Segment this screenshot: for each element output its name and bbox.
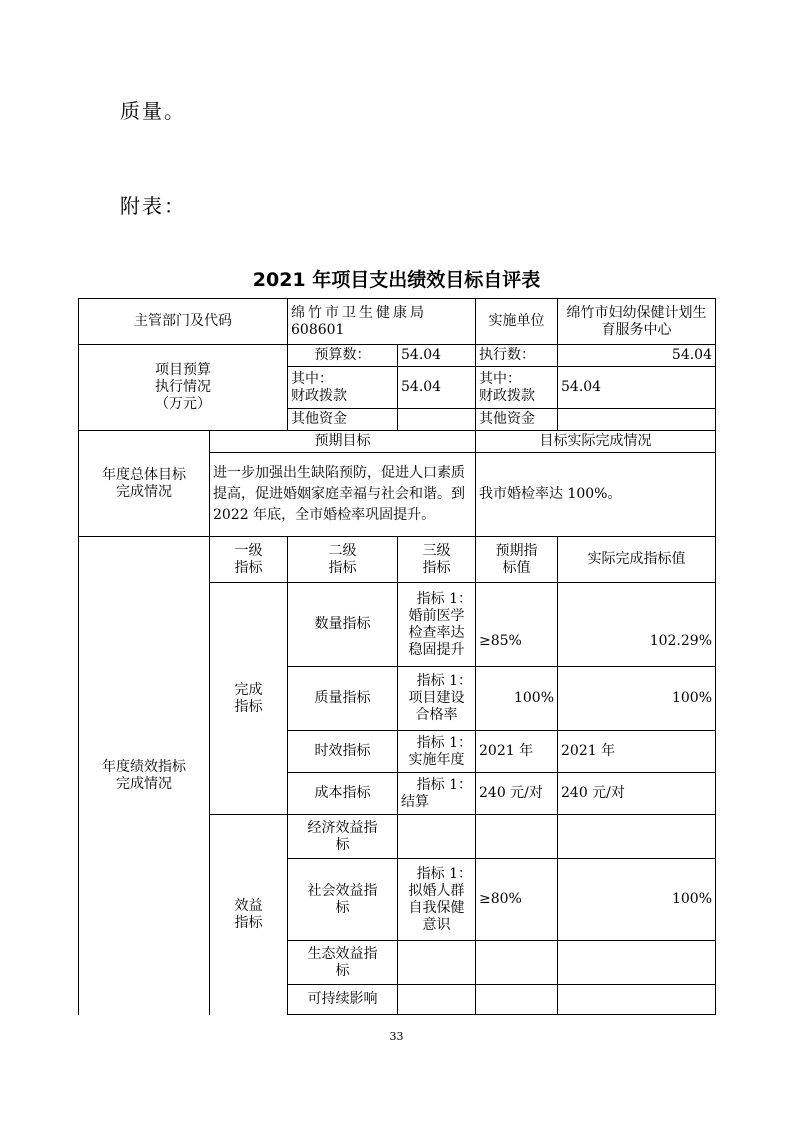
indicator-expected [476, 815, 558, 859]
perf-label-cell [79, 537, 210, 1015]
level3-line: 合格率 [415, 707, 458, 723]
expected-goal-text: 进一步加强出生缺陷预防，促进人口素质提高，促进婚姻家庭幸福与社会和谐。到 2022 年底，全市婚检率巩固提升。 [210, 453, 476, 537]
indicator-expected: ≥80% [476, 859, 558, 941]
indicator-level2: 生态效益指标 [288, 941, 398, 985]
dept-code: 608601 [291, 321, 345, 338]
indicator-level2: 数量指标 [288, 583, 398, 667]
impl-label: 实施单位 [476, 299, 558, 345]
indicator-level2: 质量指标 [288, 667, 398, 731]
fiscal-exec-label-cell [476, 367, 558, 409]
of-which-label-2: 其中： [479, 370, 521, 387]
impl-name: 绵竹市妇幼保健计划生育服务中心 [558, 299, 716, 345]
dept-label: 主管部门及代码 [79, 299, 288, 345]
other-funds-budget [398, 409, 476, 431]
annual-goal-label-1: 年度总体目标 [102, 466, 186, 483]
complete-label-cell [210, 583, 288, 815]
benefit-label-b: 指标 [234, 914, 263, 931]
level3-line: 稳固提升 [408, 641, 465, 658]
indicator-level3 [398, 941, 476, 985]
indicator-expected: 240 元/对 [476, 773, 558, 815]
indicator-actual [558, 815, 716, 859]
indicator-level2: 时效指标 [288, 731, 398, 773]
indicator-level3 [398, 985, 476, 1015]
budget-num-label: 预算数： [288, 345, 398, 367]
of-which-label: 其中： [291, 370, 333, 387]
dept-name-cell [288, 299, 476, 345]
annual-goal-label-2: 完成情况 [116, 483, 172, 500]
level3-line: 检查率达 [408, 624, 465, 641]
benefit-label-cell [210, 815, 288, 1015]
budget-label-3: （万元） [155, 396, 211, 412]
hdr-level1 [210, 537, 288, 583]
indicator-expected: 2021 年 [476, 731, 558, 773]
budget-num: 54.04 [398, 345, 476, 367]
indicator-expected [476, 941, 558, 985]
level3-line: 自我保健 [408, 899, 465, 916]
budget-label-cell [79, 345, 288, 431]
indicator-actual: 100% [558, 667, 716, 731]
level3-line: 指标 1： [416, 776, 472, 793]
indicator-actual [558, 985, 716, 1015]
level3-line: 拟婚人群 [408, 882, 465, 899]
indicator-level3 [398, 773, 476, 815]
complete-label-a: 完成 [234, 681, 263, 698]
indicator-level2: 经济效益指标 [288, 815, 398, 859]
other-funds-label-2: 其他资金 [476, 409, 558, 431]
appendix-label: 附表： [120, 194, 186, 218]
benefit-label-a: 效益 [234, 897, 263, 914]
hdr-level3-b: 指标 [422, 559, 451, 576]
expected-goal-header: 预期目标 [210, 431, 476, 453]
level3-line: 项目建设 [408, 690, 465, 706]
exec-num-label: 执行数： [476, 345, 558, 367]
indicator-actual: 100% [558, 859, 716, 941]
perf-label-2: 完成情况 [116, 775, 172, 792]
level3-line: 指标 1： [416, 734, 472, 751]
indicator-level3 [398, 859, 476, 941]
actual-goal-header: 目标实际完成情况 [476, 431, 716, 453]
indicator-actual: 102.29% [558, 583, 716, 667]
other-funds-label: 其他资金 [288, 409, 398, 431]
level3-line: 婚前医学 [408, 607, 465, 624]
indicator-level3 [398, 815, 476, 859]
indicator-level3 [398, 731, 476, 773]
indicator-expected: ≥85% [476, 583, 558, 667]
fiscal-label: 财政拨款 [291, 387, 347, 404]
body-text-line: 质量。 [120, 99, 186, 123]
level3-line: 指标 1： [416, 673, 472, 689]
hdr-expected [476, 537, 558, 583]
fiscal-budget-label-cell [288, 367, 398, 409]
hdr-level2-b: 指标 [328, 559, 357, 576]
other-funds-exec [558, 409, 716, 431]
hdr-expected-a: 预期指 [495, 542, 538, 559]
complete-label-b: 指标 [234, 698, 263, 715]
exec-num: 54.04 [558, 345, 716, 367]
indicator-actual [558, 941, 716, 985]
table-title: 2021 年项目支出绩效目标自评表 [252, 269, 541, 291]
indicator-expected: 100% [476, 667, 558, 731]
annual-goal-label-cell [79, 431, 210, 537]
level3-line: 结算 [401, 793, 429, 810]
hdr-expected-b: 标值 [502, 559, 531, 576]
indicator-level3 [398, 583, 476, 667]
hdr-level3-a: 三级 [422, 542, 451, 559]
evaluation-table [78, 298, 716, 1015]
hdr-actual: 实际完成指标值 [558, 537, 716, 583]
hdr-level1-b: 指标 [234, 559, 263, 576]
budget-label-1: 项目预算 [155, 362, 211, 378]
indicator-level2: 成本指标 [288, 773, 398, 815]
level3-line: 实施年度 [408, 751, 465, 768]
hdr-level3 [398, 537, 476, 583]
level3-line: 意识 [422, 916, 451, 933]
level3-line: 指标 1： [416, 865, 472, 882]
level3-line: 指标 1： [416, 590, 472, 607]
perf-label-1: 年度绩效指标 [102, 758, 186, 775]
page-number: 33 [389, 1030, 404, 1043]
fiscal-budget: 54.04 [398, 367, 476, 409]
hdr-level2-a: 二级 [328, 542, 357, 559]
indicator-level2: 社会效益指标 [288, 859, 398, 941]
fiscal-exec: 54.04 [558, 367, 716, 409]
fiscal-label-2: 财政拨款 [479, 387, 535, 404]
actual-goal-text: 我市婚检率达 100%。 [476, 453, 716, 537]
indicator-expected [476, 985, 558, 1015]
indicator-actual: 240 元/对 [558, 773, 716, 815]
hdr-level1-a: 一级 [234, 542, 263, 559]
hdr-level2 [288, 537, 398, 583]
indicator-level2: 可持续影响 [288, 985, 398, 1015]
dept-name: 绵竹市卫生健康局 [291, 304, 427, 321]
indicator-level3 [398, 667, 476, 731]
budget-label-2: 执行情况 [155, 379, 211, 395]
indicator-actual: 2021 年 [558, 731, 716, 773]
